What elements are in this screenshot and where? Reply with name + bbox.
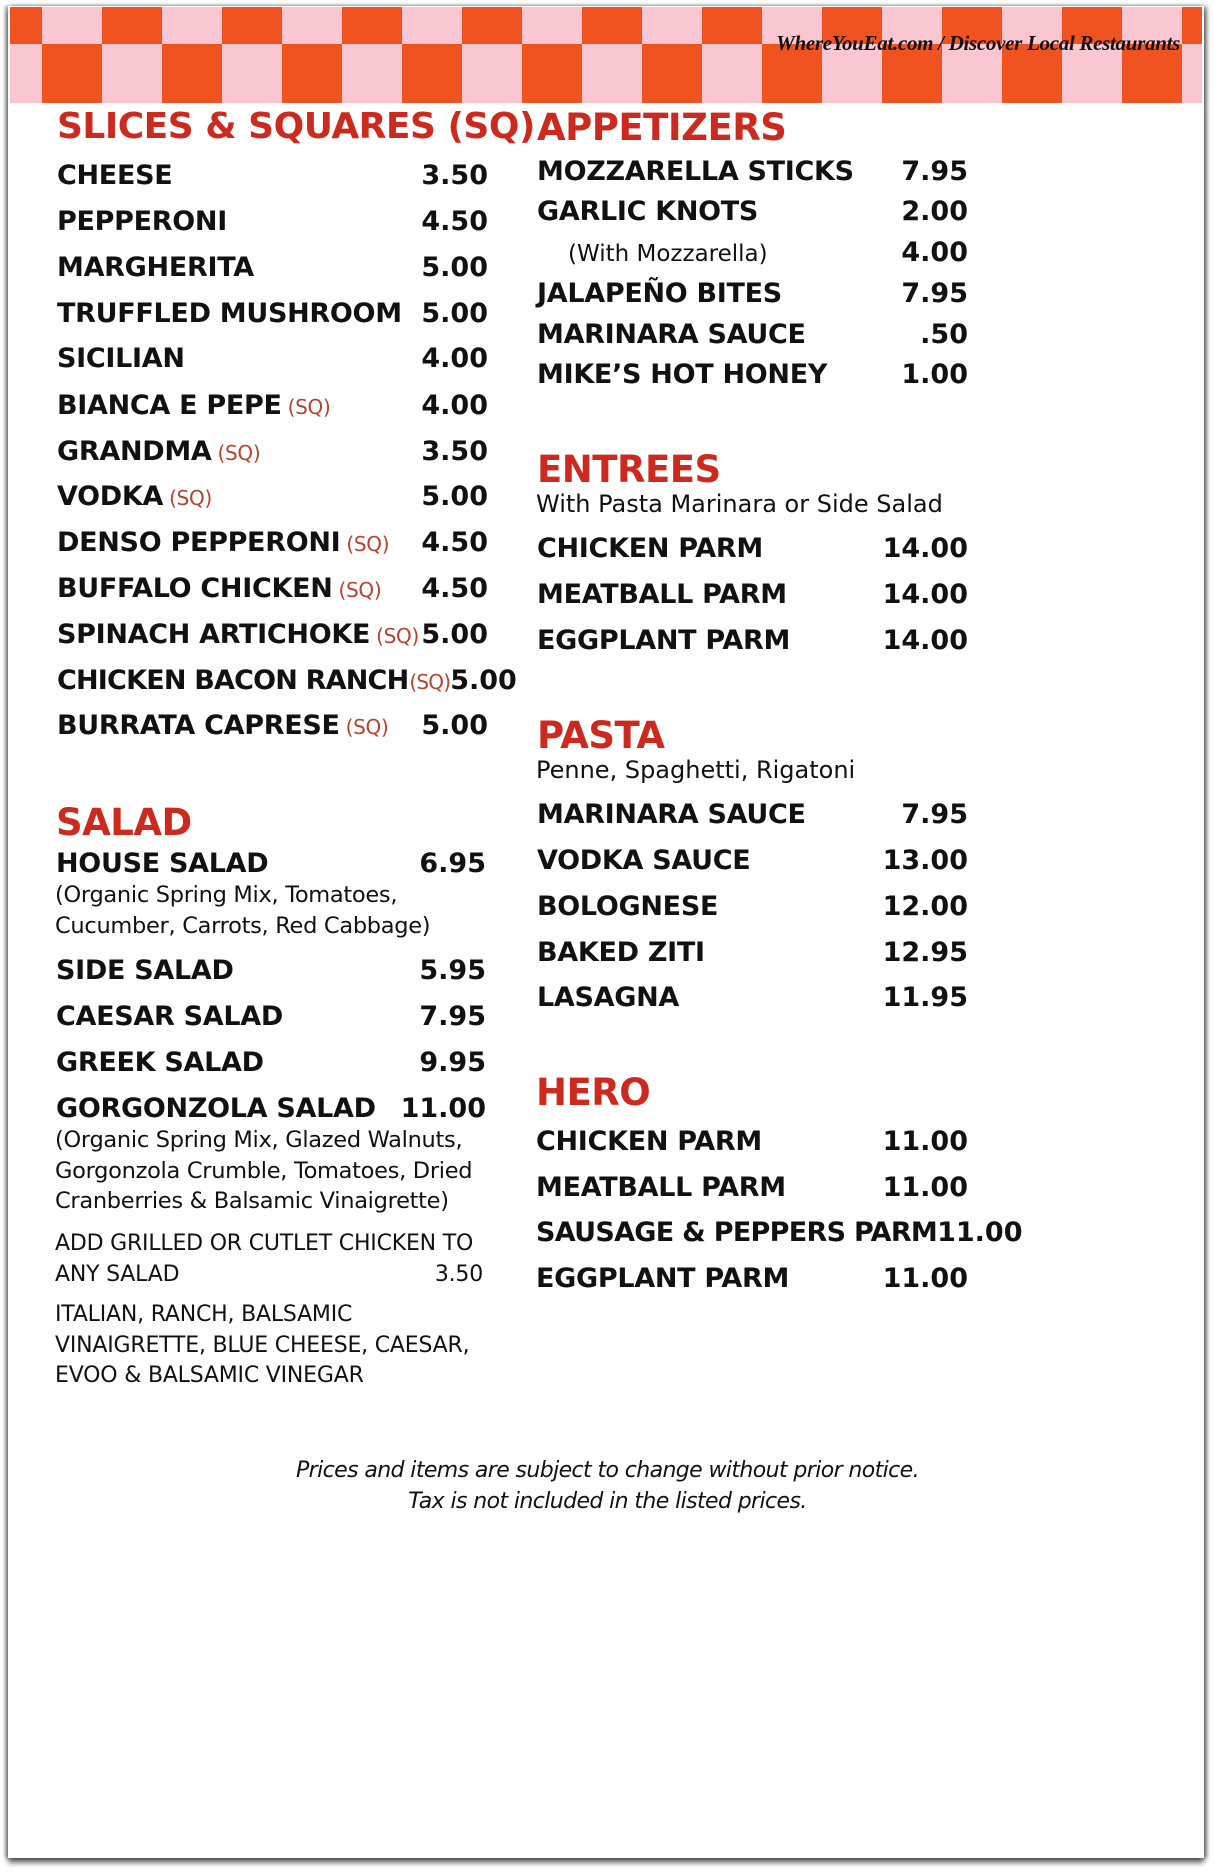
item-price: 5.00 [450, 665, 517, 696]
checker-cell [522, 44, 582, 103]
checker-cell [42, 7, 102, 44]
item-price: 7.95 [901, 156, 968, 187]
item-name: CHICKEN PARM [536, 1126, 762, 1157]
menu-item [537, 801, 968, 828]
sq-tag: (SQ) [169, 486, 212, 510]
menu-item [537, 198, 968, 225]
item-price: 12.95 [882, 937, 968, 968]
item-name-text: DENSO PEPPERONI [57, 527, 341, 558]
item-name: SICILIAN [57, 343, 185, 374]
item-name [57, 483, 212, 510]
menu-item [537, 939, 968, 966]
item-name-text: BUFFALO CHICKEN [57, 573, 333, 604]
item-name-text: VODKA [57, 481, 164, 512]
item-price: 13.00 [882, 845, 968, 876]
menu-item [56, 1095, 486, 1122]
checker-cell [1182, 44, 1202, 103]
item-name: TRUFFLED MUSHROOM [57, 298, 402, 329]
item-name: MARINARA SAUCE [537, 799, 806, 830]
checker-cell [582, 44, 642, 103]
menu-item [57, 621, 488, 648]
item-price: 11.00 [882, 1172, 968, 1203]
dressing-line: ITALIAN, RANCH, BALSAMIC [55, 1302, 353, 1327]
item-price: 9.95 [419, 1047, 486, 1078]
item-name-text: CHICKEN BACON RANCH [57, 665, 409, 696]
checker-cell [282, 44, 342, 103]
menu-item [537, 627, 968, 654]
item-price: 14.00 [882, 625, 968, 656]
item-name [57, 621, 419, 648]
menu-item [57, 483, 488, 510]
section-heading-hero: HERO [536, 1071, 651, 1114]
dressings-list [55, 1300, 515, 1392]
item-price: 4.50 [421, 206, 488, 237]
menu-item [536, 1174, 968, 1201]
section-subtitle: With Pasta Marinara or Side Salad [536, 490, 943, 518]
item-name: BAKED ZITI [537, 937, 705, 968]
menu-item [57, 162, 488, 189]
footer-line: Prices and items are subject to change without prior notice. [296, 1458, 919, 1483]
checker-cell [42, 44, 102, 103]
sq-tag: (SQ) [346, 532, 390, 556]
item-variant-name: (With Mozzarella) [568, 241, 768, 267]
item-name: MARGHERITA [57, 252, 254, 283]
section-subtitle: Penne, Spaghetti, Rigatoni [536, 756, 856, 784]
item-price: .50 [920, 319, 968, 350]
menu-item [537, 984, 968, 1011]
checker-cell [10, 7, 42, 44]
item-price: 11.95 [882, 982, 968, 1013]
checker-cell [522, 7, 582, 44]
checker-cell [702, 44, 762, 103]
item-price: 5.00 [421, 710, 488, 741]
note-line: ADD GRILLED OR CUTLET CHICKEN TO [55, 1231, 474, 1256]
checker-cell [402, 7, 462, 44]
item-name: EGGPLANT PARM [536, 1263, 790, 1294]
menu-item [536, 1217, 1023, 1248]
item-name: HOUSE SALAD [56, 848, 269, 879]
checker-cell [582, 7, 642, 44]
menu-item [56, 1003, 486, 1030]
item-price: 7.95 [901, 799, 968, 830]
description-line: (Organic Spring Mix, Glazed Walnuts, [55, 1127, 463, 1153]
item-name [57, 667, 450, 694]
description-line: Gorgonzola Crumble, Tomatoes, Dried [55, 1157, 473, 1184]
item-name: SIDE SALAD [56, 955, 234, 986]
item-name [57, 575, 381, 602]
item-name [57, 529, 389, 556]
section-heading-pasta: PASTA [537, 714, 665, 757]
menu-item [56, 1049, 486, 1076]
menu-item [56, 957, 486, 984]
menu-item-variant [537, 239, 968, 266]
item-price: 4.00 [421, 390, 488, 421]
item-price: 11.00 [400, 1093, 486, 1124]
item-price: 7.95 [901, 278, 968, 309]
sq-tag: (SQ) [338, 578, 382, 602]
item-name: MIKE’S HOT HONEY [537, 359, 828, 390]
note-line: ANY SALAD [55, 1261, 180, 1287]
item-name: GORGONZOLA SALAD [56, 1093, 376, 1124]
item-price: 4.00 [421, 343, 488, 374]
menu-item [536, 1128, 968, 1155]
item-name: CHEESE [57, 160, 173, 191]
checker-cell [1182, 7, 1202, 44]
section-heading-slices: SLICES & SQUARES (SQ) [57, 106, 535, 147]
item-price: 7.95 [419, 1001, 486, 1032]
item-price: 5.00 [421, 298, 488, 329]
item-name: LASAGNA [537, 982, 679, 1013]
checker-cell [462, 44, 522, 103]
item-price: 5.00 [421, 252, 488, 283]
menu-item [57, 254, 488, 281]
checker-cell [102, 7, 162, 44]
menu-item [57, 575, 488, 602]
menu-item [537, 581, 968, 608]
sq-tag: (SQ) [217, 441, 261, 465]
menu-item [57, 665, 517, 696]
menu-item [537, 893, 968, 920]
menu-item [537, 321, 968, 348]
item-name: JALAPEÑO BITES [537, 278, 782, 309]
item-price: 6.95 [419, 848, 486, 879]
checker-cell [402, 44, 462, 103]
section-heading-entrees: ENTREES [537, 448, 721, 491]
item-price: 2.00 [901, 196, 968, 227]
checker-cell [222, 44, 282, 103]
item-description [55, 1125, 495, 1217]
menu-item [57, 208, 488, 235]
description-line: (Organic Spring Mix, Tomatoes, [55, 882, 398, 908]
description-line: Cucumber, Carrots, Red Cabbage) [55, 912, 431, 939]
item-name: GARLIC KNOTS [537, 196, 759, 227]
menu-item [56, 850, 486, 877]
item-price: 11.00 [882, 1126, 968, 1157]
checker-cell [642, 44, 702, 103]
footer-disclaimer [0, 1455, 1215, 1517]
item-name-text: BURRATA CAPRESE [57, 710, 340, 741]
item-price: 4.00 [901, 237, 968, 268]
section-heading-salad: SALAD [56, 801, 192, 844]
item-price: 14.00 [882, 533, 968, 564]
item-name: MARINARA SAUCE [537, 319, 806, 350]
item-price: 11.00 [937, 1217, 1023, 1248]
item-name: CHICKEN PARM [537, 533, 763, 564]
menu-item [537, 535, 968, 562]
item-name: SAUSAGE & PEPPERS PARM [536, 1217, 938, 1248]
item-name: MEATBALL PARM [536, 1172, 786, 1203]
sq-tag: (SQ) [409, 670, 451, 694]
menu-item [537, 847, 968, 874]
item-name [57, 712, 388, 739]
checker-cell [10, 44, 42, 103]
item-name: EGGPLANT PARM [537, 625, 791, 656]
item-price: 12.00 [882, 891, 968, 922]
menu-item [57, 300, 488, 327]
item-name: BOLOGNESE [537, 891, 719, 922]
checkered-banner [10, 7, 1202, 103]
item-price: 3.50 [421, 160, 488, 191]
dressing-line: VINAIGRETTE, BLUE CHEESE, CAESAR, [55, 1332, 470, 1358]
item-description [55, 880, 495, 941]
description-line: Cranberries & Balsamic Vinaigrette) [55, 1188, 449, 1214]
item-price: 1.00 [901, 359, 968, 390]
item-price: 5.95 [419, 955, 486, 986]
item-name-text: BIANCA E PEPE [57, 390, 282, 421]
item-name: MEATBALL PARM [537, 579, 787, 610]
checker-cell [462, 7, 522, 44]
item-price: 14.00 [882, 579, 968, 610]
item-name: MOZZARELLA STICKS [537, 156, 854, 187]
menu-item [57, 345, 488, 372]
checker-cell [702, 7, 762, 44]
item-price: 4.50 [421, 573, 488, 604]
item-name: VODKA SAUCE [537, 845, 751, 876]
sq-tag: (SQ) [376, 624, 419, 648]
footer-line: Tax is not included in the listed prices. [408, 1489, 807, 1514]
menu-item [537, 158, 968, 185]
checker-cell [222, 7, 282, 44]
sq-tag: (SQ) [287, 395, 331, 419]
menu-item [57, 438, 488, 465]
item-price: 4.50 [421, 527, 488, 558]
item-price: 3.50 [434, 1261, 483, 1287]
item-name: CAESAR SALAD [56, 1001, 283, 1032]
item-price: 11.00 [882, 1263, 968, 1294]
checker-cell [342, 44, 402, 103]
menu-item [537, 361, 968, 388]
checker-cell [342, 7, 402, 44]
checker-cell [642, 7, 702, 44]
item-name-text: GRANDMA [57, 436, 212, 467]
checker-cell [162, 7, 222, 44]
menu-item [57, 712, 488, 739]
dressing-line: EVOO & BALSAMIC VINEGAR [55, 1363, 364, 1388]
menu-item [57, 392, 488, 419]
item-price: 3.50 [421, 436, 488, 467]
menu-item [536, 1265, 968, 1292]
site-watermark: WhereYouEat.com / Discover Local Restaurants [776, 31, 1180, 55]
item-price: 5.00 [421, 481, 488, 512]
item-name: GREEK SALAD [56, 1047, 264, 1078]
checker-cell [102, 44, 162, 103]
add-chicken-note [55, 1229, 483, 1290]
menu-item [537, 280, 968, 307]
item-name: PEPPERONI [57, 206, 227, 237]
item-name [57, 392, 330, 419]
item-price: 5.00 [421, 619, 488, 650]
menu-item [57, 529, 488, 556]
sq-tag: (SQ) [345, 715, 389, 739]
checker-cell [162, 44, 222, 103]
section-heading-appetizers: APPETIZERS [537, 106, 787, 149]
checker-cell [282, 7, 342, 44]
item-name [57, 438, 260, 465]
item-name-text: SPINACH ARTICHOKE [57, 619, 371, 650]
